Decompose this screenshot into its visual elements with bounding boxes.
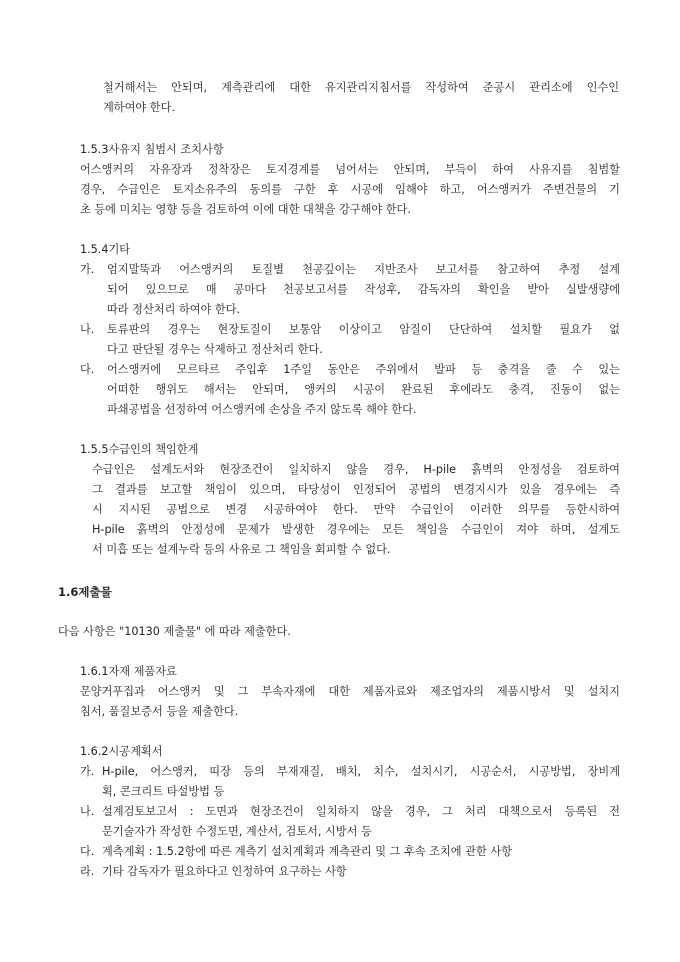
list-item-line: 어스앵커에 모르타르 주입후 1주일 동안은 주위에서 발파 등 충격을 줄 수 있는 xyxy=(107,363,620,376)
list-item-line: 문기술자가 작성한 수정도면, 계산서, 검토서, 시방서 등 xyxy=(102,825,372,838)
paragraph-line: 침서, 품질보증서 등을 제출한다. xyxy=(80,705,239,718)
list-marker: 라. xyxy=(80,865,95,878)
list-marker: 다. xyxy=(80,845,95,858)
paragraph-line: 그 결과를 보고할 책임이 있으며, 타당성이 인정되어 공법의 변경지시가 있을 경우에는 즉 xyxy=(92,483,620,496)
list-item-line: 엄지말뚝과 어스앵커의 토질별 천공깊이는 지반조사 보고서를 참고하여 추정 설계 xyxy=(107,263,620,276)
intro-line-2: 계하여야 한다. xyxy=(103,101,175,114)
paragraph-line: 다음 사항은 "10130 제출물" 에 따라 제출한다. xyxy=(58,625,291,638)
paragraph-line: 경우, 수급인은 토지소유주의 동의를 구한 후 시공에 임해야 하고, 어스앵커가 주변건물의 기 xyxy=(80,183,620,196)
list-item-line: 어떠한 행위도 해서는 안되며, 앵커의 시공이 완료된 후에라도 충격, 진동이 없는 xyxy=(107,383,620,396)
paragraph-line: 시 지시된 공법으로 변경 시공하여야 한다. 만약 수급인이 이러한 의무를 등한시하여 xyxy=(92,503,620,516)
list-marker: 가. xyxy=(80,263,95,276)
section-heading-1-5-5: 1.5.5수급인의 책임한계 xyxy=(80,443,199,456)
list-item-line: 설계검토보고서 : 도면과 현장조건이 일치하지 않을 경우, 그 처리 대책으로서 등록된 전 xyxy=(102,805,620,818)
list-item-line: 토류판의 경우는 현장토질이 보통암 이상이고 암질이 단단하여 설치할 필요가 없 xyxy=(107,323,620,336)
list-item-line: 계측계획 : 1.5.2항에 따른 계측기 설치계획과 계측관리 및 그 후속 조치에 관한 사항 xyxy=(102,845,512,858)
list-item-line: 따라 정산처리 하여야 한다. xyxy=(107,303,241,316)
section-heading-1-5-4: 1.5.4기타 xyxy=(80,243,131,256)
intro-line-1: 철거해서는 안되며, 계측관리에 대한 유지관리지침서를 작성하여 준공시 관리소에 인수인 xyxy=(103,81,619,94)
list-marker: 나. xyxy=(80,323,95,336)
paragraph-line: 초 등에 미치는 영향 등을 검토하여 이에 대한 대책을 강구해야 한다. xyxy=(80,203,411,216)
paragraph-line: 수급인은 설계도서와 현장조건이 일치하지 않을 경우, H-pile 흙벽의 안정성을 검토하여 xyxy=(92,463,620,476)
list-item-line: 다고 판단될 경우는 삭제하고 정산처리 한다. xyxy=(107,343,323,356)
list-item-line: 획, 콘크리트 타설방법 등 xyxy=(102,785,225,798)
list-item-line: H-pile, 어스앵커, 띠장 등의 부재재질, 배치, 치수, 설치시기, 시공순서, 시공방법, 장비계 xyxy=(102,765,620,778)
section-heading-1-6-1: 1.6.1자재 제품자료 xyxy=(80,665,177,678)
list-item-line: 되어 있으므로 매 공마다 천공보고서를 작성후, 감독자의 확인을 받아 실발생량에 xyxy=(107,283,620,296)
list-marker: 나. xyxy=(80,805,95,818)
section-heading-1-5-3: 1.5.3사유지 침범시 조치사항 xyxy=(80,143,224,156)
list-item-line: 파쇄공법을 선정하여 어스앵커에 손상을 주지 않도록 해야 한다. xyxy=(107,403,417,416)
paragraph-line: H-pile 흙벽의 안정성에 문제가 발생한 경우에는 모든 책임을 수급인이 져야 하며, 설계도 xyxy=(92,523,620,536)
paragraph-line: 문양거푸집과 어스앵커 및 그 부속자재에 대한 제품자료와 제조업자의 제품시방서 및 설치지 xyxy=(80,685,620,698)
section-heading-1-6: 1.6제출물 xyxy=(58,585,112,599)
list-marker: 가. xyxy=(80,765,95,778)
list-marker: 다. xyxy=(80,363,95,376)
list-item-line: 기타 감독자가 필요하다고 인정하여 요구하는 사항 xyxy=(102,865,347,878)
paragraph-line: 서 미흡 또는 설계누락 등의 사유로 그 책임을 회피할 수 없다. xyxy=(92,543,391,556)
paragraph-line: 어스앵커의 자유장과 정착장은 토지경계를 넘어서는 안되며, 부득이 하여 사유지를 침범할 xyxy=(80,163,620,176)
section-heading-1-6-2: 1.6.2시공계획서 xyxy=(80,745,163,758)
